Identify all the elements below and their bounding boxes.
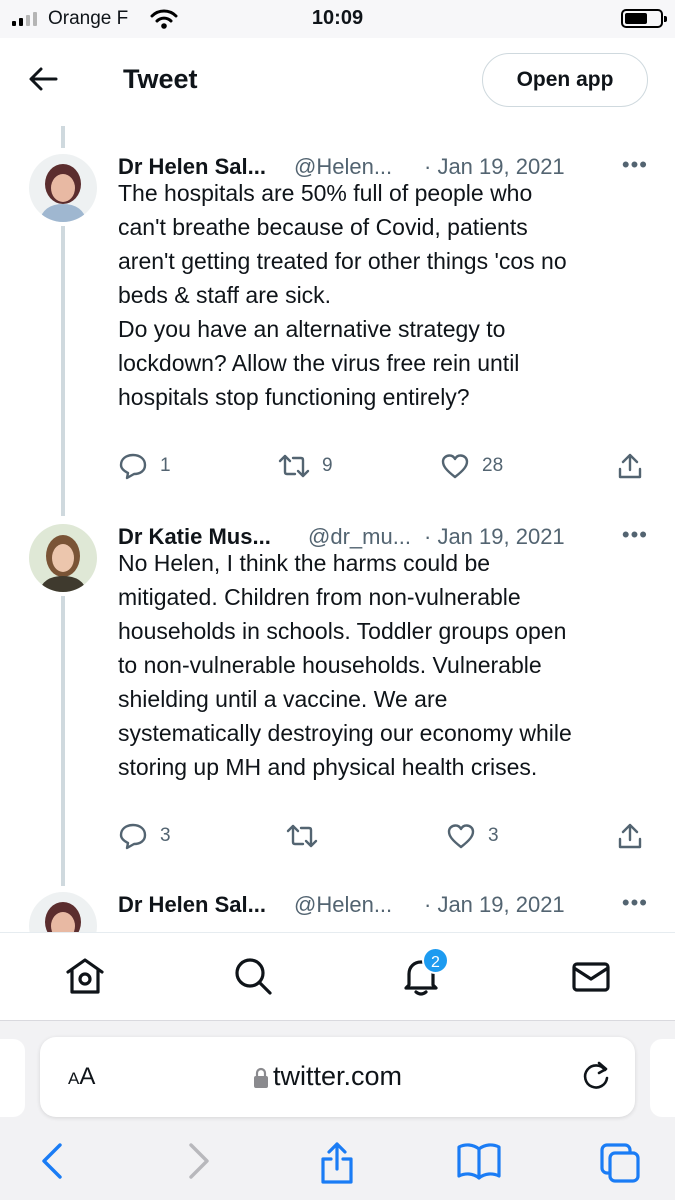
browser-forward-icon[interactable] bbox=[185, 1141, 213, 1181]
notification-badge: 2 bbox=[422, 947, 449, 974]
tweet-line: to non-vulnerable households. Vulnerable bbox=[118, 652, 542, 678]
reply-button[interactable] bbox=[118, 452, 171, 480]
status-bar bbox=[0, 0, 675, 38]
like-button[interactable] bbox=[446, 822, 499, 850]
tweet-meta bbox=[118, 892, 648, 924]
back-arrow-icon[interactable] bbox=[28, 66, 58, 92]
open-app-button[interactable]: Open app bbox=[482, 53, 648, 107]
reply-count: 1 bbox=[160, 455, 171, 476]
next-tab-preview[interactable] bbox=[650, 1039, 675, 1117]
heart-icon bbox=[446, 822, 476, 850]
avatar[interactable] bbox=[29, 524, 97, 592]
tweet-text bbox=[118, 546, 648, 784]
retweet-button[interactable] bbox=[278, 452, 333, 480]
tweet-line: lockdown? Allow the virus free rein until bbox=[118, 350, 520, 376]
battery-icon bbox=[621, 9, 663, 28]
previous-tab-preview[interactable] bbox=[0, 1039, 25, 1117]
tweet-actions bbox=[118, 822, 648, 854]
share-icon bbox=[616, 452, 644, 480]
retweet-button[interactable] bbox=[286, 822, 318, 850]
author-name[interactable]: Dr Helen Sal... bbox=[118, 892, 266, 917]
address-bar[interactable] bbox=[40, 1037, 635, 1117]
tweet-line: The hospitals are 50% full of people who bbox=[118, 180, 533, 206]
like-count: 3 bbox=[488, 825, 499, 846]
tweet-header bbox=[0, 38, 675, 122]
reply-button[interactable] bbox=[118, 822, 171, 850]
retweet-count: 9 bbox=[322, 455, 333, 476]
tweet-line: aren't getting treated for other things 'cos no bbox=[118, 248, 567, 274]
tweet-date[interactable]: · Jan 19, 2021 bbox=[424, 892, 565, 917]
reply-icon bbox=[118, 822, 148, 850]
tweet[interactable] bbox=[0, 892, 675, 932]
tweet-actions bbox=[118, 452, 648, 484]
share-button[interactable] bbox=[616, 822, 644, 850]
reply-count: 3 bbox=[160, 825, 171, 846]
author-name[interactable]: Dr Katie Mus... bbox=[118, 524, 271, 549]
messages-envelope-icon[interactable] bbox=[570, 955, 612, 997]
url-domain: twitter.com bbox=[272, 1061, 403, 1091]
share-sheet-icon[interactable] bbox=[318, 1141, 356, 1185]
search-icon[interactable] bbox=[232, 955, 274, 997]
tweet-line: Do you have an alternative strategy to bbox=[118, 316, 506, 342]
tweet[interactable] bbox=[0, 524, 675, 854]
bookmarks-book-icon[interactable] bbox=[456, 1141, 502, 1181]
tweet-date[interactable]: · Jan 19, 2021 bbox=[424, 154, 565, 179]
reply-icon bbox=[118, 452, 148, 480]
like-count: 28 bbox=[482, 455, 504, 476]
retweet-icon bbox=[286, 822, 318, 850]
carrier-name: Orange F bbox=[48, 8, 129, 29]
tweet-line: mitigated. Children from non-vulnerable bbox=[118, 584, 521, 610]
tweet-line: shielding until a vaccine. We are bbox=[118, 686, 448, 712]
tweet[interactable] bbox=[0, 154, 675, 484]
author-handle[interactable]: @dr_mu... bbox=[308, 524, 412, 549]
tweet-thread bbox=[0, 122, 675, 932]
tweet-line: storing up MH and physical health crises. bbox=[118, 754, 538, 780]
author-handle[interactable]: @Helen... bbox=[294, 154, 393, 179]
author-handle[interactable]: @Helen... bbox=[294, 892, 393, 917]
thread-line bbox=[61, 126, 65, 148]
text-size-large-a: A bbox=[79, 1063, 96, 1090]
retweet-icon bbox=[278, 452, 310, 480]
text-size-small-a: A bbox=[68, 1069, 80, 1088]
browser-back-icon[interactable] bbox=[38, 1141, 66, 1181]
tweet-line: beds & staff are sick. bbox=[118, 282, 332, 308]
avatar[interactable] bbox=[29, 154, 97, 222]
share-icon bbox=[616, 822, 644, 850]
tweet-line: can't breathe because of Covid, patients bbox=[118, 214, 528, 240]
tweet-line: systematically destroying our economy while bbox=[118, 720, 572, 746]
tabs-overview-icon[interactable] bbox=[598, 1141, 642, 1185]
author-name[interactable]: Dr Helen Sal... bbox=[118, 154, 266, 179]
tweet-line: households in schools. Toddler groups open bbox=[118, 618, 567, 644]
share-button[interactable] bbox=[616, 452, 644, 480]
more-options-icon[interactable]: ••• bbox=[621, 522, 648, 547]
browser-toolbar bbox=[0, 1020, 675, 1200]
reload-icon[interactable] bbox=[579, 1059, 613, 1093]
more-options-icon[interactable]: ••• bbox=[621, 890, 648, 915]
clock: 10:09 bbox=[311, 7, 364, 29]
like-button[interactable] bbox=[440, 452, 503, 480]
heart-icon bbox=[440, 452, 470, 480]
page-title: Tweet bbox=[123, 64, 198, 94]
bottom-tab-bar bbox=[0, 932, 675, 1020]
tweet-line: No Helen, I think the harms could be bbox=[118, 550, 491, 576]
tweet-line: hospitals stop functioning entirely? bbox=[118, 384, 470, 410]
home-icon[interactable] bbox=[64, 955, 106, 997]
more-options-icon[interactable]: ••• bbox=[621, 152, 648, 177]
avatar[interactable] bbox=[29, 892, 97, 932]
tweet-text bbox=[118, 176, 648, 414]
tweet-date[interactable]: · Jan 19, 2021 bbox=[424, 524, 565, 549]
